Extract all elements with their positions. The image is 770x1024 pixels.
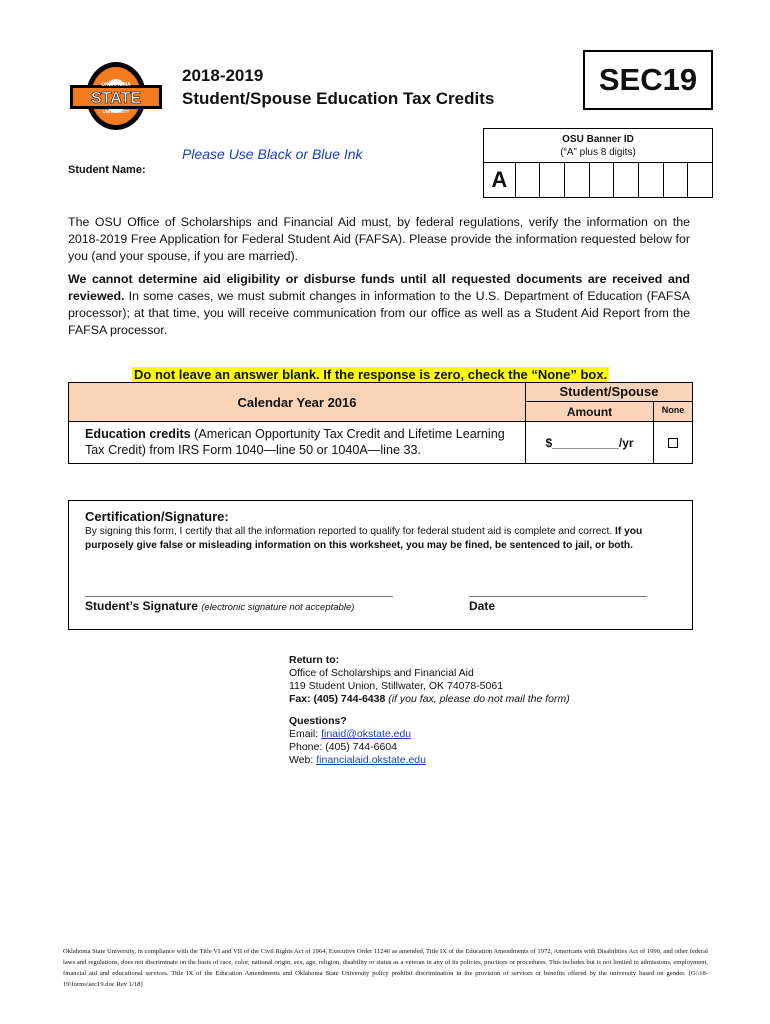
student-signature-label [85, 599, 354, 613]
web-line [289, 754, 570, 767]
email-line [289, 728, 570, 741]
eligibility-paragraph [68, 271, 690, 339]
education-credits-row-label [69, 422, 526, 463]
date-label: Date [469, 599, 496, 613]
phone-line: Phone: (405) 744-6604 [289, 741, 397, 753]
student-signature-text: Student’s Signature [85, 599, 198, 613]
none-checkbox[interactable] [668, 438, 678, 448]
student-name-label: Student Name: [68, 164, 146, 176]
banner-id-prefix: A [491, 167, 508, 192]
education-credits-amount-field[interactable]: $__________/yr [526, 422, 654, 463]
banner-id-digit-5[interactable] [613, 163, 638, 197]
certification-title: Certification/Signature: [85, 509, 229, 524]
ink-instruction: Please Use Black or Blue Ink [182, 146, 363, 162]
education-credits-table [68, 382, 693, 464]
form-title: Student/Spouse Education Tax Credits [182, 89, 495, 108]
education-credits-desc: (American Opportunity Tax Credit and Lifetime Learning Tax Credit) from IRS Form 1040—line 50 or 1040A—line 33. [85, 427, 505, 457]
office-address: 119 Student Union, Stillwater, OK 74078-5061 [289, 680, 504, 692]
banner-id-subtitle: (“A” plus 8 digits) [560, 147, 636, 158]
email-link[interactable]: finaid@okstate.edu [321, 728, 412, 740]
banner-id-field[interactable] [483, 162, 713, 198]
return-to-label: Return to: [289, 654, 340, 666]
office-name: Office of Scholarships and Financial Aid [289, 667, 474, 679]
osu-logo [68, 58, 164, 134]
email-label: Email: [289, 728, 322, 740]
logo-oklahoma-text: OKLAHOMA [101, 82, 131, 88]
fax-line [289, 693, 570, 706]
eligibility-bold: We cannot determine aid eligibility or disburse funds until all requested documents are received and reviewed. [68, 272, 690, 303]
education-credits-bold: Education credits [85, 427, 191, 441]
banner-id-title: OSU Banner ID [562, 134, 634, 145]
calendar-year-header: Calendar Year 2016 [69, 383, 526, 422]
date-line[interactable] [469, 596, 647, 597]
banner-id-digit-1[interactable] [515, 163, 540, 197]
banner-id-digit-2[interactable] [539, 163, 564, 197]
amount-header: Amount [526, 402, 654, 422]
form-year: 2018-2019 [182, 66, 264, 85]
fax-note: (if you fax, please do not mail the form) [385, 693, 570, 705]
certification-warning: If you purposely give false or misleading information on this worksheet, you may be fined, be sentenced to jail, or both. [85, 526, 643, 551]
banner-id-digit-4[interactable] [589, 163, 614, 197]
student-signature-line[interactable] [85, 596, 393, 597]
banner-id-digit-6[interactable] [638, 163, 663, 197]
education-credits-none-cell [654, 422, 692, 463]
logo-university-text: UNIVERSITY [102, 109, 130, 114]
form-code-box: SEC19 [583, 50, 713, 110]
web-label: Web: [289, 754, 317, 766]
banner-id-header [483, 128, 713, 162]
certification-text [85, 525, 685, 553]
nondiscrimination-footer: Oklahoma State University, in compliance with the Title VI and VII of the Civil Rights Act of 1964, Executive Order 11246 as amended, Title IX of the Education Amendments of 1972, Americans with Disabilities Act of 1990, and other federal laws and regulations, does not discriminate on the basis of race, color, national origin, sex, age, religion, disability or status as a veteran in any of its policies, practices or procedures. This includes but is not limited to admissions, employment, financial aid and educational services. Title IX of the Education Amendments and Oklahoma State University policy prohibit discrimination in the provision of services or benefits offered by the university based on gender. [G:\18-19\forms\sec19.doc Rev 1/18] [63, 948, 708, 988]
eligibility-rest: In some cases, we must submit changes in information to the U.S. Department of Education (FAFSA processor); at that time, you will receive communication from our office as well as a Student Aid Report from the FAFSA processor. [68, 289, 690, 337]
intro-paragraph: The OSU Office of Scholarships and Financial Aid must, by federal regulations, verify the information on the 2018-2019 Free Application for Federal Student Aid (FAFSA). Please provide the information requested below for you (and your spouse, if you are married). [68, 215, 690, 263]
certification-box [68, 500, 693, 630]
none-header: None [654, 402, 692, 422]
logo-state-text: STATE [90, 90, 142, 107]
banner-id-digit-7[interactable] [663, 163, 688, 197]
student-spouse-header: Student/Spouse [526, 383, 692, 402]
signature-note: (electronic signature not acceptable) [201, 602, 355, 613]
banner-id-digit-8[interactable] [687, 163, 712, 197]
banner-id-digit-3[interactable] [564, 163, 589, 197]
return-info [289, 654, 570, 767]
web-link[interactable]: financialaid.okstate.edu [316, 754, 426, 766]
questions-label: Questions? [289, 715, 347, 727]
blank-answer-notice: Do not leave an answer blank. If the response is zero, check the “None” box. [134, 367, 608, 382]
certification-statement: By signing this form, I certify that all the information reported to qualify for federal student aid is complete and correct. [85, 526, 616, 537]
fax-number: Fax: (405) 744-6438 [289, 693, 386, 705]
